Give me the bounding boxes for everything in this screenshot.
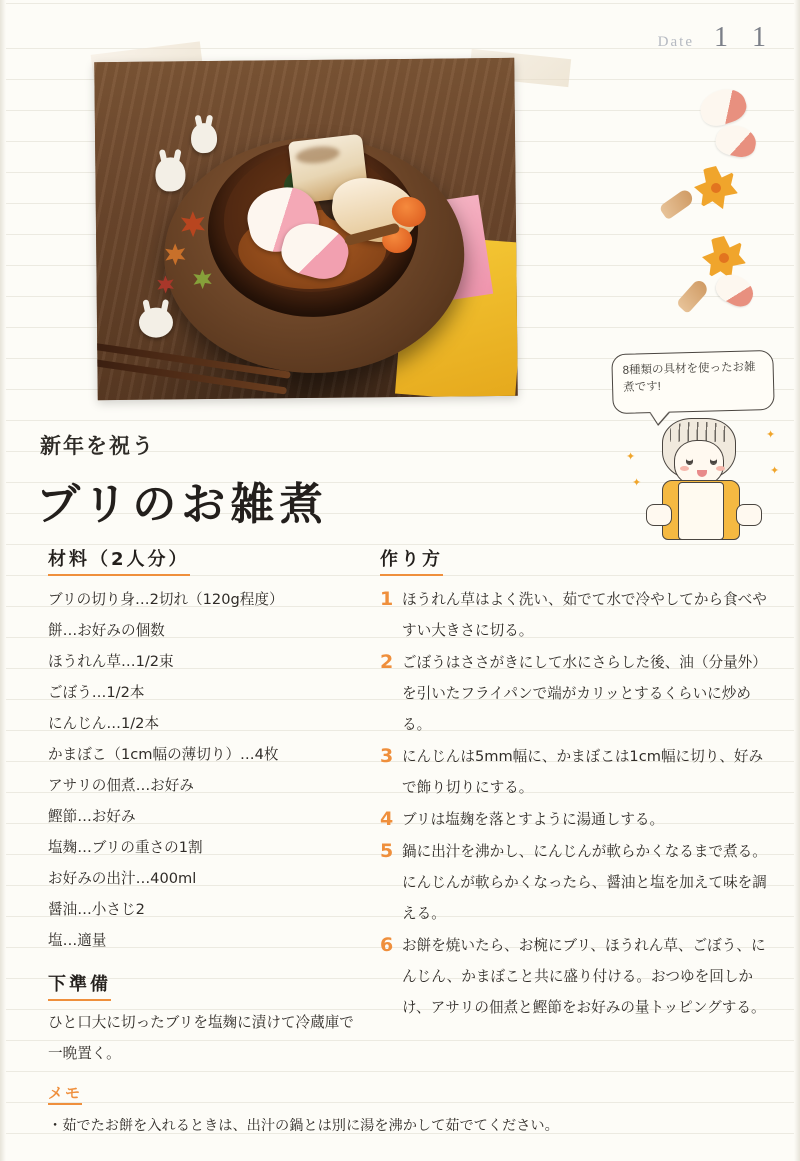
list-item: 醤油…小さじ2 [48, 901, 145, 918]
dish-photo [94, 58, 518, 400]
arm-left [646, 504, 672, 526]
list-item: 鰹節…お好み [48, 808, 136, 825]
sparkle-icon-1: ✦ [626, 451, 636, 463]
kamaboko-sticker-2 [713, 122, 758, 160]
list-item: 塩…適量 [48, 932, 107, 949]
memo-heading: メモ [48, 1084, 83, 1102]
step-number: 3 [380, 745, 394, 767]
list-item [380, 930, 772, 1023]
eye-right [710, 456, 717, 465]
step-text: ごぼうはささがきにして水にさらした後、油（分量外）を引いたフライパンで端がカリッとするくらいに炒める。 [402, 654, 767, 733]
step-number: 4 [380, 808, 394, 830]
hair-texture [670, 422, 728, 442]
list-item: ほうれん草…1/2束 [48, 653, 174, 670]
recipe-title: ブリのお雑煮 [36, 479, 329, 530]
flower-sticker-1 [694, 166, 738, 210]
date-day: 1 [752, 22, 766, 53]
list-item: かまぼこ（1cm幅の薄切り）…4枚 [48, 746, 279, 763]
list-item: アサリの佃煮…お好み [48, 777, 194, 794]
recipe-subtitle: 新年を祝う [40, 434, 155, 458]
sparkle-icon-3: ✦ [766, 429, 776, 441]
date-header [658, 22, 770, 54]
step-text: ほうれん草はよく洗い、茹でて水で冷やしてから食べやすい大きさに切る。 [402, 591, 767, 639]
cook-illustration [640, 418, 776, 546]
cheek-right [716, 466, 725, 471]
prep-text: ひと口大に切ったブリを塩麹に漬けて冷蔵庫で一晩置く。 [48, 1014, 354, 1062]
cheek-left [680, 466, 689, 471]
memo-heading-wrap [48, 1082, 82, 1105]
rabbit-ornament-2 [155, 157, 185, 191]
date-month: 1 [714, 22, 728, 53]
ingredients-list [48, 584, 356, 956]
rabbit-ornament-3 [139, 307, 173, 337]
prep-heading: 下準備 [48, 974, 111, 995]
ingredients-heading-wrap [48, 545, 190, 576]
apron [678, 482, 724, 540]
list-item [380, 804, 772, 835]
burdock-sticker-2 [676, 278, 711, 314]
ingredients-servings: （2人分） [90, 549, 190, 570]
steps-list [380, 584, 772, 1023]
list-item: ブリの切り身…2切れ（120g程度） [48, 591, 284, 608]
step-text: にんじんは5mm幅に、かまぼこは1cm幅に切り、好みで飾り切りにする。 [402, 748, 764, 796]
burdock-sticker-1 [658, 188, 695, 221]
ingredients-heading: 材料 [48, 549, 90, 570]
flower-sticker-2 [702, 236, 746, 280]
page-edge-right [794, 0, 800, 1161]
list-item: ごぼう…1/2本 [48, 684, 145, 701]
step-number: 1 [380, 588, 394, 610]
arm-right [736, 504, 762, 526]
step-text: ブリは塩麹を落とすように湯通しする。 [402, 811, 665, 828]
list-item [380, 741, 772, 803]
kamaboko-sticker-1 [696, 84, 750, 131]
list-item: お好みの出汁…400ml [48, 870, 197, 887]
step-text: お餅を焼いたら、お椀にブリ、ほうれん草、ごぼう、にんじん、かまぼこと共に盛り付ける。おつゆを回しかけ、アサリの佃煮と鰹節をお好みの量トッピングする。 [402, 937, 766, 1016]
step-number: 5 [380, 840, 394, 862]
list-item: 餅…お好みの個数 [48, 622, 165, 639]
sparkle-icon-2: ✦ [632, 477, 642, 489]
speech-bubble [611, 350, 775, 414]
list-item [380, 836, 772, 929]
rabbit-ornament-1 [191, 123, 217, 153]
date-label: Date [657, 34, 694, 50]
step-number: 2 [380, 651, 394, 673]
photo-background [94, 58, 518, 400]
list-item: にんじん…1/2本 [48, 715, 160, 732]
sparkle-icon-4: ✦ [770, 465, 780, 477]
steps-heading-wrap [380, 545, 443, 576]
kamaboko-sticker-3 [712, 269, 759, 312]
page-edge-left [0, 0, 6, 1161]
speech-bubble-text: 8種類の具材を使ったお雑煮です! [622, 361, 756, 394]
list-item [380, 584, 772, 646]
steps-heading: 作り方 [380, 549, 443, 570]
steps-column [380, 545, 772, 1024]
eye-left [686, 456, 693, 465]
prep-heading-wrap [48, 970, 111, 1001]
ingredients-column [48, 545, 356, 1069]
memo-section [48, 1082, 748, 1142]
step-number: 6 [380, 934, 394, 956]
list-item [380, 647, 772, 740]
list-item: 塩麹…ブリの重さの1割 [48, 839, 203, 856]
step-text: 鍋に出汁を沸かし、にんじんが軟らかくなるまで煮る。にんじんが軟らかくなったら、醤油と塩を加えて味を調える。 [402, 843, 767, 922]
memo-text: ・茹でたお餅を入れるときは、出汁の鍋とは別に湯を沸かして茹でてください。 [48, 1118, 559, 1134]
